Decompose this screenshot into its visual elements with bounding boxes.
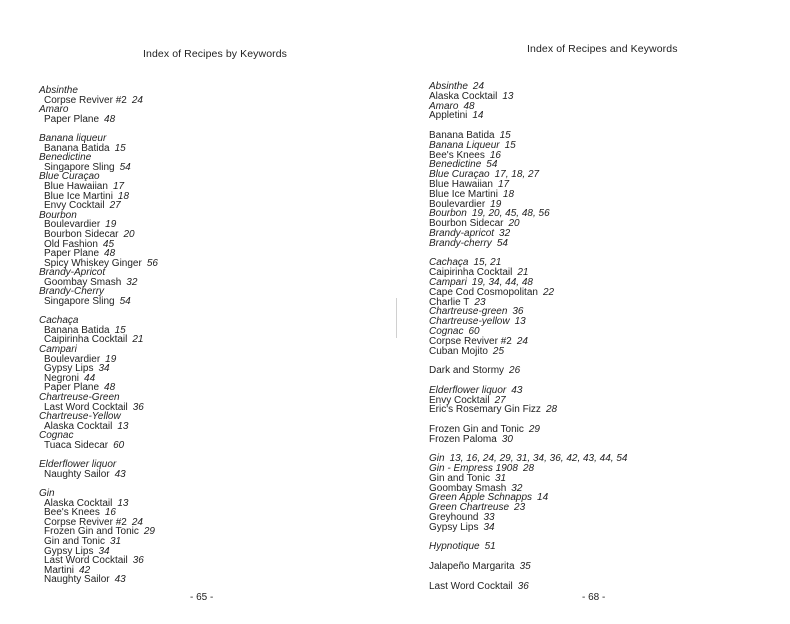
recipe-label: Blue Ice Martini (429, 188, 498, 200)
page-reference: 24 (131, 516, 143, 528)
keyword-label: Elderflower liquor (429, 384, 507, 396)
left-index-list (39, 86, 158, 585)
page-reference: 15 (114, 142, 126, 154)
keyword-label: Green Apple Schnapps (429, 492, 533, 504)
page-reference: 13, 16, 24, 29, 31, 34, 36, 42, 43, 44, 54 (449, 453, 628, 465)
recipe-label: Alaska Cocktail (429, 90, 498, 102)
recipe-entry (39, 441, 158, 451)
page-reference: 32 (511, 482, 523, 494)
page-reference: 51 (484, 541, 496, 553)
keyword-label: Gin (39, 487, 55, 499)
recipe-label: Blue Hawaiian (44, 180, 108, 192)
page-reference: 26 (509, 365, 521, 377)
recipe-label: Cape Cod Cosmopolitan (429, 286, 538, 298)
recipe-label: Gypsy Lips (429, 521, 479, 533)
page-reference: 34 (483, 521, 495, 533)
recipe-label: Blue Ice Martini (44, 190, 113, 202)
keyword-label: Brandy-cherry (429, 237, 492, 249)
page-reference: 20 (508, 218, 520, 230)
recipe-label: Banana Batida (44, 324, 110, 336)
page-reference: 15 (114, 324, 126, 336)
keyword-label: Chartreuse-green (429, 306, 508, 318)
keyword-label: Blue Curaçao (429, 169, 490, 181)
recipe-label: Old Fashion (44, 238, 98, 250)
keyword-label: Absinthe (39, 85, 78, 96)
page-reference: 14 (537, 492, 549, 504)
page-reference: 14 (472, 110, 484, 122)
recipe-label: Banana Batida (429, 129, 495, 141)
page-reference: 29 (528, 423, 540, 435)
page-reference: 18 (117, 190, 130, 202)
page-reference: 43 (511, 384, 523, 396)
keyword-label: Green Chartreuse (429, 502, 510, 514)
page-reference: 21 (517, 267, 529, 279)
recipe-label: Naughty Sailor (44, 468, 110, 480)
page-reference: 16 (104, 507, 116, 519)
page-reference: 36 (517, 580, 529, 592)
page-reference: 31 (109, 535, 122, 547)
recipe-label: Bourbon Sidecar (429, 218, 504, 230)
recipe-label: Cuban Mojito (429, 345, 488, 357)
page-reference: 42 (79, 564, 91, 576)
recipe-label: Last Word Cocktail (44, 555, 128, 567)
page-reference: 19 (490, 198, 502, 210)
recipe-label: Dark and Stormy (429, 365, 505, 377)
recipe-label: Jalapeño Margarita (429, 561, 515, 573)
recipe-label: Gin and Tonic (429, 472, 490, 484)
page-reference: 20 (123, 228, 135, 240)
left-page-title: Index of Recipes by Keywords (143, 48, 288, 60)
page-reference: 36 (512, 306, 524, 318)
recipe-label: Boulevardier (44, 353, 101, 365)
page-reference: 13 (514, 316, 526, 328)
page-reference: 23 (474, 296, 486, 308)
keyword-label: Banana Liqueur (429, 139, 500, 151)
page-reference: 19, 20, 45, 48, 56 (471, 208, 550, 220)
page-reference: 18 (502, 188, 515, 200)
recipe-label: Gypsy Lips (44, 545, 94, 557)
recipe-label: Frozen Gin and Tonic (429, 423, 524, 435)
keyword-label: Cognac (429, 325, 464, 337)
recipe-label: Goombay Smash (429, 482, 507, 494)
page-reference: 28 (545, 404, 558, 416)
recipe-label: Frozen Gin and Tonic (44, 526, 139, 538)
recipe-label: Eric's Rosemary Gin Fizz (429, 404, 541, 416)
page-reference: 27 (494, 394, 506, 406)
page-reference: 34 (98, 545, 110, 557)
page-reference: 24 (516, 335, 528, 347)
page-reference: 25 (492, 345, 505, 357)
recipe-entry (429, 582, 627, 592)
page-reference: 19 (105, 353, 117, 365)
page-reference: 21 (132, 334, 144, 346)
keyword-label: Bourbon (429, 208, 467, 220)
recipe-label: Alaska Cocktail (44, 420, 113, 432)
page-reference: 16 (489, 149, 501, 161)
keyword-label: Gin (429, 453, 445, 465)
recipe-label: Last Word Cocktail (44, 401, 128, 413)
recipe-label: Corpse Reviver #2 (429, 335, 512, 347)
page-reference: 44 (84, 372, 96, 384)
page-reference: 13 (117, 497, 129, 509)
recipe-label: Frozen Paloma (429, 433, 497, 445)
keyword-label: Brandy-Apricot (39, 267, 106, 279)
keyword-label: Blue Curaçao (39, 171, 100, 183)
recipe-label: Paper Plane (44, 382, 100, 394)
recipe-label: Martini (44, 564, 75, 576)
page-reference: 22 (542, 286, 555, 298)
recipe-entry (39, 115, 158, 125)
page-reference: 13 (502, 90, 514, 102)
recipe-label: Boulevardier (429, 198, 486, 210)
recipe-label: Paper Plane (44, 248, 100, 260)
recipe-entry (429, 92, 627, 102)
keyword-entry (429, 239, 627, 249)
page-reference: 54 (486, 159, 498, 171)
recipe-label: Corpse Reviver #2 (44, 516, 127, 528)
keyword-label: Amaro (429, 100, 459, 112)
recipe-label: Goombay Smash (44, 276, 122, 288)
right-index-list (429, 82, 627, 591)
page-reference: 60 (113, 439, 125, 451)
recipe-label: Last Word Cocktail (429, 580, 513, 592)
keyword-label: Brandy-apricot (429, 227, 495, 239)
recipe-label: Negroni (44, 372, 80, 384)
page-reference: 30 (501, 433, 513, 445)
keyword-label: Campari (39, 344, 77, 356)
page-reference: 54 (119, 296, 131, 308)
page-reference: 45 (102, 238, 115, 250)
recipe-label: Greyhound (429, 512, 479, 524)
keyword-label: Amaro (39, 104, 69, 116)
page-reference: 17 (112, 180, 125, 192)
keyword-label: Hypnotique (429, 541, 480, 553)
recipe-entry (39, 575, 158, 585)
page-reference: 31 (494, 472, 507, 484)
page-reference: 27 (109, 200, 121, 212)
recipe-entry (429, 523, 627, 533)
keyword-entry (429, 542, 627, 552)
page-reference: 19, 34, 44, 48 (471, 276, 533, 288)
page-reference: 19 (105, 219, 117, 231)
keyword-label: Cachaça (39, 315, 79, 327)
page-reference: 32 (126, 276, 138, 288)
page-reference: 48 (104, 248, 116, 260)
page-reference: 43 (114, 468, 126, 480)
page-reference: 33 (483, 512, 495, 524)
page-reference: 35 (519, 561, 531, 573)
page-reference: 24 (472, 81, 485, 92)
keyword-label: Benedictine (39, 152, 92, 164)
page-reference: 54 (119, 161, 131, 173)
page-reference: 56 (146, 257, 158, 269)
recipe-entry (39, 297, 158, 307)
keyword-label: Elderflower liquor (39, 459, 117, 471)
recipe-label: Caipirinha Cocktail (429, 267, 513, 279)
recipe-label: Spicy Whiskey Ginger (44, 257, 142, 269)
recipe-entry (429, 111, 627, 121)
recipe-entry (429, 562, 627, 572)
recipe-label: Bee's Knees (44, 507, 100, 519)
recipe-entry (429, 435, 627, 445)
page-reference: 43 (114, 574, 126, 586)
page-reference: 36 (132, 555, 144, 567)
page-reference: 28 (522, 463, 535, 475)
page-reference: 48 (463, 100, 475, 112)
page-reference: 24 (131, 94, 143, 106)
keyword-label: Chartreuse-yellow (429, 316, 510, 328)
keyword-label: Benedictine (429, 159, 482, 171)
recipe-label: Singapore Sling (44, 161, 115, 173)
keyword-label: Chartreuse-Yellow (39, 411, 121, 423)
recipe-label: Bourbon Sidecar (44, 228, 119, 240)
recipe-label: Envy Cocktail (44, 200, 105, 212)
keyword-label: Cachaça (429, 257, 469, 269)
recipe-label: Bee's Knees (429, 149, 485, 161)
recipe-entry (429, 405, 627, 415)
page-reference: 13 (117, 420, 129, 432)
page-reference: 54 (496, 237, 508, 249)
recipe-entry (429, 366, 627, 376)
recipe-label: Gypsy Lips (44, 363, 94, 375)
recipe-label: Caipirinha Cocktail (44, 334, 128, 346)
recipe-label: Tuaca Sidecar (44, 439, 109, 451)
page-reference: 48 (104, 382, 116, 394)
keyword-label: Absinthe (429, 81, 468, 92)
recipe-entry (39, 470, 158, 480)
right-page (395, 0, 790, 624)
right-page-number: - 68 - (582, 592, 606, 603)
page-reference: 15 (499, 129, 511, 141)
page-reference: 34 (98, 363, 110, 375)
left-page-number: - 65 - (190, 592, 214, 603)
keyword-label: Cognac (39, 430, 74, 442)
page-reference: 17, 18, 27 (494, 169, 540, 181)
recipe-label: Naughty Sailor (44, 574, 110, 586)
recipe-label: Charlie T (429, 296, 470, 308)
recipe-label: Corpse Reviver #2 (44, 94, 127, 106)
page-reference: 48 (104, 113, 116, 125)
recipe-label: Blue Hawaiian (429, 178, 493, 190)
recipe-label: Banana Batida (44, 142, 110, 154)
page-reference: 36 (132, 401, 144, 413)
page-reference: 17 (497, 178, 510, 190)
keyword-label: Bourbon (39, 209, 77, 221)
page-reference: 23 (514, 502, 526, 514)
keyword-label: Gin - Empress 1908 (429, 463, 518, 475)
page-reference: 60 (468, 325, 480, 337)
recipe-label: Singapore Sling (44, 296, 115, 308)
recipe-label: Paper Plane (44, 113, 100, 125)
page-reference: 32 (499, 227, 511, 239)
keyword-label: Banana liqueur (39, 132, 107, 144)
recipe-label: Gin and Tonic (44, 535, 105, 547)
keyword-label: Campari (429, 276, 467, 288)
keyword-label: Brandy-Cherry (39, 286, 105, 298)
page-reference: 15, 21 (473, 257, 502, 269)
section-spacer (39, 479, 158, 489)
right-page-title: Index of Recipes and Keywords (527, 43, 678, 55)
recipe-label: Boulevardier (44, 219, 101, 231)
recipe-label: Envy Cocktail (429, 394, 490, 406)
page-reference: 15 (504, 139, 516, 151)
recipe-label: Appletini (429, 110, 468, 122)
recipe-entry (429, 347, 627, 357)
page-reference: 29 (143, 526, 155, 538)
recipe-label: Alaska Cocktail (44, 497, 113, 509)
keyword-label: Chartreuse-Green (39, 392, 120, 403)
